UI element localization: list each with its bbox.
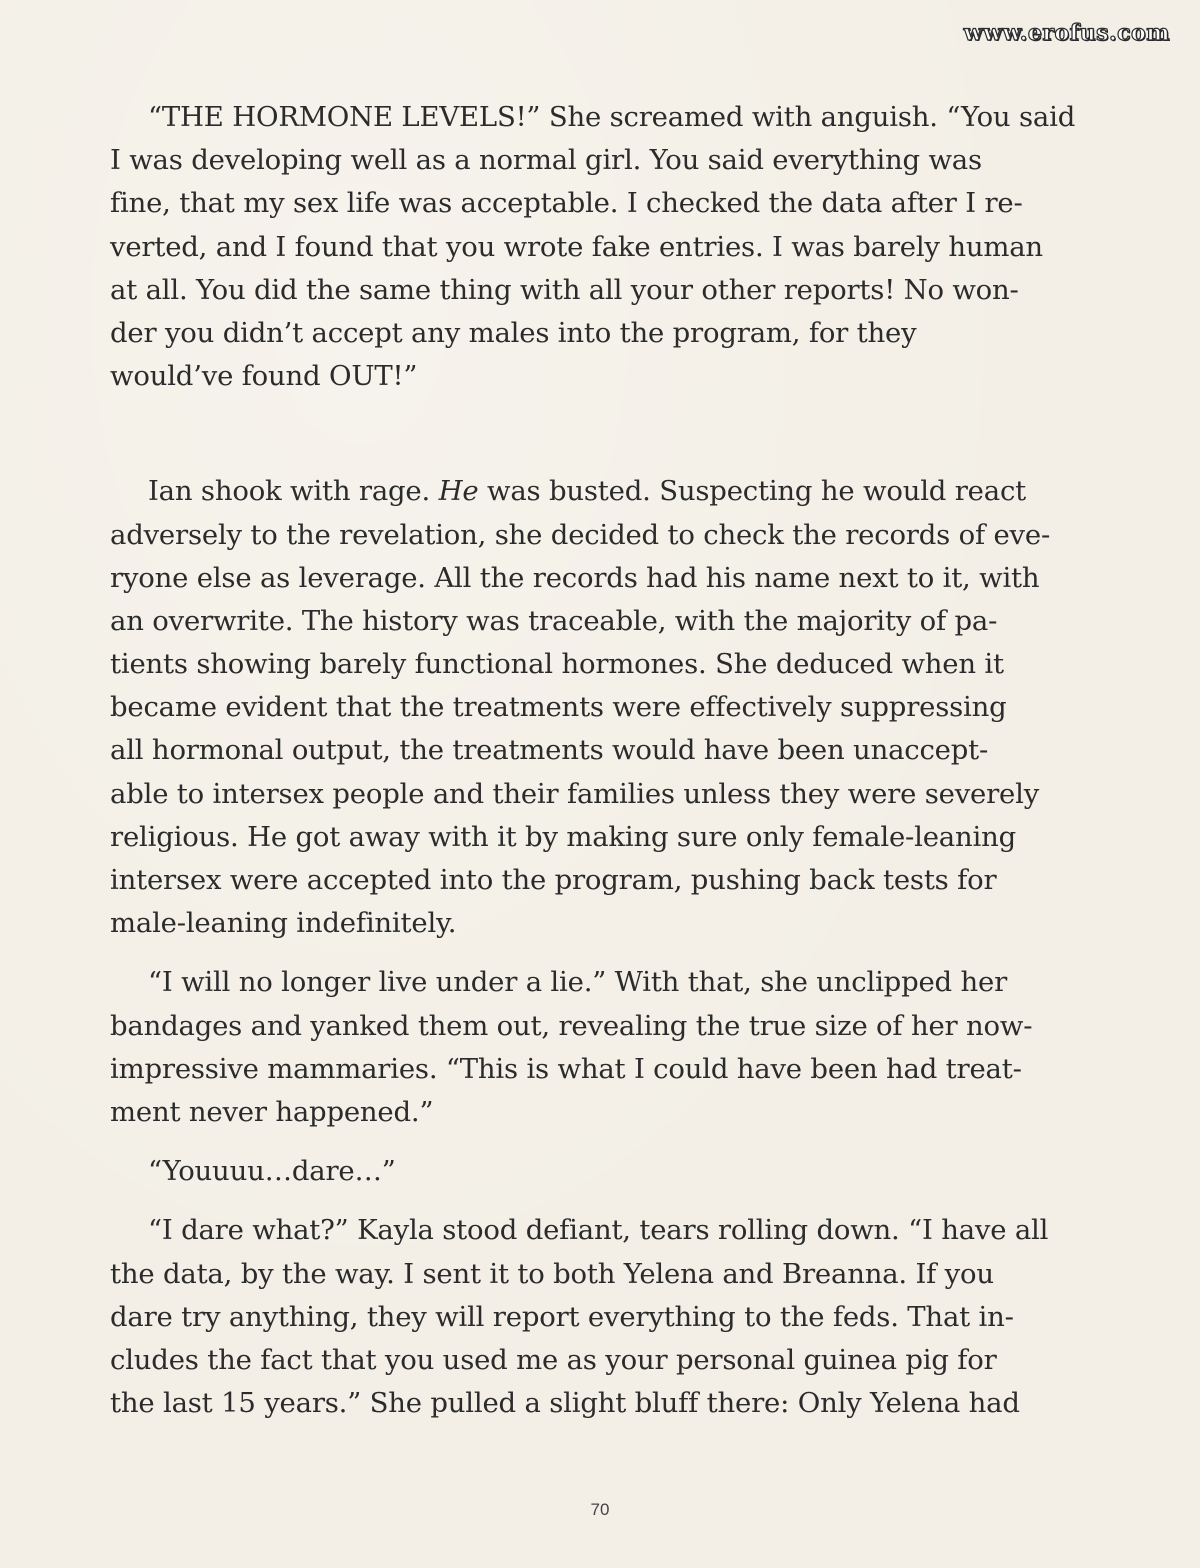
page-number: 70 [590, 1500, 610, 1519]
text-line: tients showing barely functional hormones. She deduced when it [110, 648, 1004, 681]
text-line: “I will no longer live under a lie.” With that, she unclipped her [148, 966, 1008, 999]
text-line: der you didn’t accept any males into the program, for they [110, 316, 917, 349]
text-run: Ian shook with rage. [148, 475, 439, 508]
text-line: intersex were accepted into the program, pushing back tests for [110, 864, 997, 896]
text-line: the data, by the way. I sent it to both Yelena and Breanna. If you [110, 1257, 994, 1290]
text-line: all hormonal output, the treatments would have been unaccept- [110, 734, 989, 767]
text-line: became evident that the treatments were effectively suppressing [110, 691, 1007, 724]
text-line: “I dare what?” Kayla stood defiant, tears rolling down. “I have all [148, 1214, 1049, 1247]
text-line: the last 15 years.” She pulled a slight bluff there: Only Yelena had [110, 1387, 1020, 1420]
paragraph-1 [110, 96, 1090, 398]
text-line: ment never happened.” [110, 1095, 434, 1128]
paragraph-4 [110, 1150, 1090, 1193]
text-run: was busted. Suspecting he would react [478, 475, 1027, 508]
text-line: verted, and I found that you wrote fake entries. I was barely human [110, 230, 1043, 263]
text-line: fine, that my sex life was acceptable. I checked the data after I re- [110, 187, 1023, 220]
paragraph-3 [110, 961, 1090, 1134]
paragraph-2 [110, 470, 1090, 945]
text-line: I was developing well as a normal girl. You said everything was [110, 144, 982, 177]
text-line [110, 470, 1090, 513]
text-line: cludes the fact that you used me as your personal guinea pig for [110, 1343, 997, 1376]
text-line: an overwrite. The history was traceable, with the majority of pa- [110, 604, 998, 637]
text-line: “THE HORMONE LEVELS!” She screamed with anguish. “You said [148, 101, 1076, 133]
text-line: “Youuuu…dare…” [148, 1155, 396, 1188]
text-line: ryone else as leverage. All the records had his name next to it, with [110, 561, 1040, 594]
paragraph-5 [110, 1209, 1090, 1425]
text-line: religious. He got away with it by making sure only female-leaning [110, 820, 1017, 853]
emphasis-text: He [438, 475, 479, 508]
text-line: would’ve found OUT!” [110, 360, 418, 393]
text-line: dare try anything, they will report everything to the feds. That in- [110, 1300, 1014, 1333]
text-line: impressive mammaries. “This is what I could have been had treat- [110, 1052, 1022, 1085]
body-text [110, 96, 1090, 1425]
watermark: www.erofus.com [963, 20, 1170, 46]
text-line: male-leaning indefinitely. [110, 907, 457, 940]
text-line: bandages and yanked them out, revealing the true size of her now- [110, 1009, 1033, 1042]
text-line: able to intersex people and their families unless they were severely [110, 777, 1040, 810]
text-line: at all. You did the same thing with all your other reports! No won- [110, 273, 1019, 306]
text-line: adversely to the revelation, she decided to check the records of eve- [110, 518, 1051, 551]
